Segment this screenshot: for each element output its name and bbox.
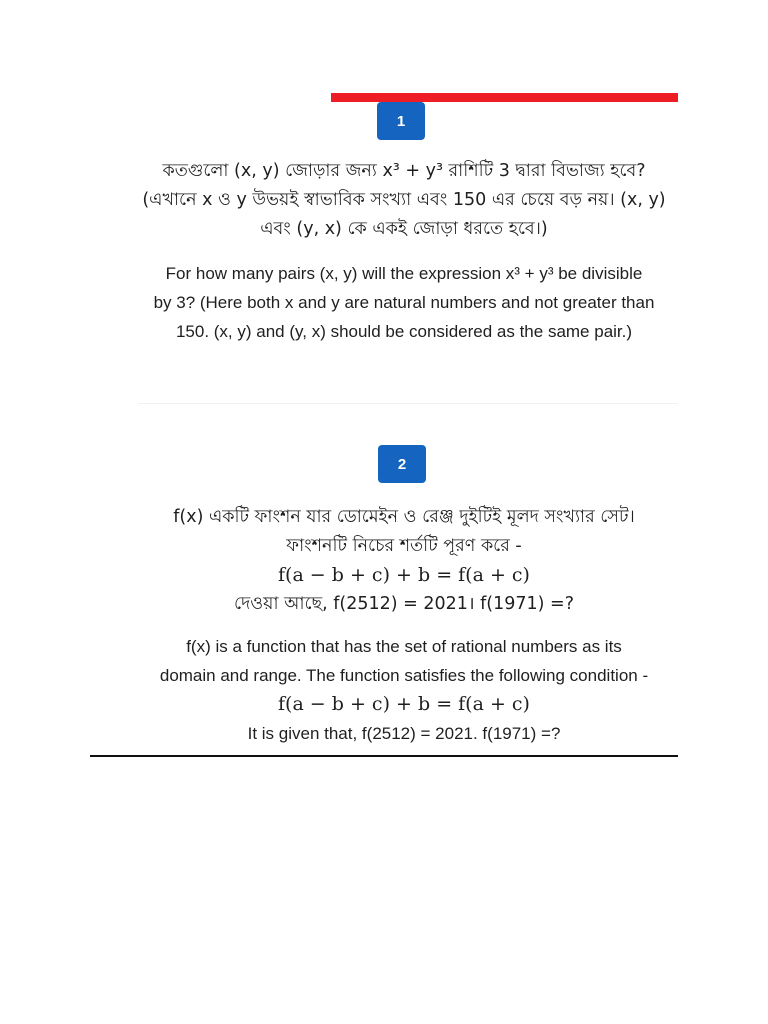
section-divider — [138, 403, 678, 404]
red-accent-bar — [331, 93, 678, 102]
text-line: ফাংশনটি নিচের শর্তটি পূরণ করে - — [286, 536, 522, 556]
text-line: It is given that, f(2512) = 2021. f(1971) =? — [247, 724, 561, 743]
text-line: 150. (x, y) and (y, x) should be considered as the same pair.) — [175, 322, 633, 341]
text-line: (এখানে x ও y উভয়ই স্বাভাবিক সংখ্যা এবং 150 এর চেয়ে বড় নয়। (x, y) — [142, 190, 666, 210]
text-line: domain and range. The function satisfies the following condition - — [159, 666, 649, 685]
question-2-english-text — [130, 632, 678, 748]
equation-line: f(a − b + c) + b = f(a + c) — [278, 693, 530, 715]
bottom-divider — [90, 755, 678, 757]
equation-line: f(a − b + c) + b = f(a + c) — [278, 564, 530, 586]
text-line: দেওয়া আছে, f(2512) = 2021। f(1971) =? — [233, 594, 575, 614]
text-line: f(x) একটি ফাংশন যার ডোমেইন ও রেঞ্জ দুইটিই মূলদ সংখ্যার সেট। — [173, 507, 635, 527]
text-line: by 3? (Here both x and y are natural numbers and not greater than — [153, 293, 655, 312]
question-1-english-text — [130, 259, 678, 346]
text-line: কতগুলো (x, y) জোড়ার জন্য x³ + y³ রাশিটি 3 দ্বারা বিভাজ্য হবে? — [162, 161, 646, 181]
question-2-number-badge: 2 — [378, 445, 426, 483]
question-2-bengali-text — [130, 503, 678, 619]
text-line: f(x) is a function that has the set of rational numbers as its — [186, 637, 622, 656]
text-line: এবং (y, x) কে একই জোড়া ধরতে হবে।) — [260, 219, 548, 239]
question-1-number-badge: 1 — [377, 102, 425, 140]
question-1-bengali-text — [130, 157, 678, 244]
text-line: For how many pairs (x, y) will the expression x³ + y³ be divisible — [165, 264, 643, 283]
